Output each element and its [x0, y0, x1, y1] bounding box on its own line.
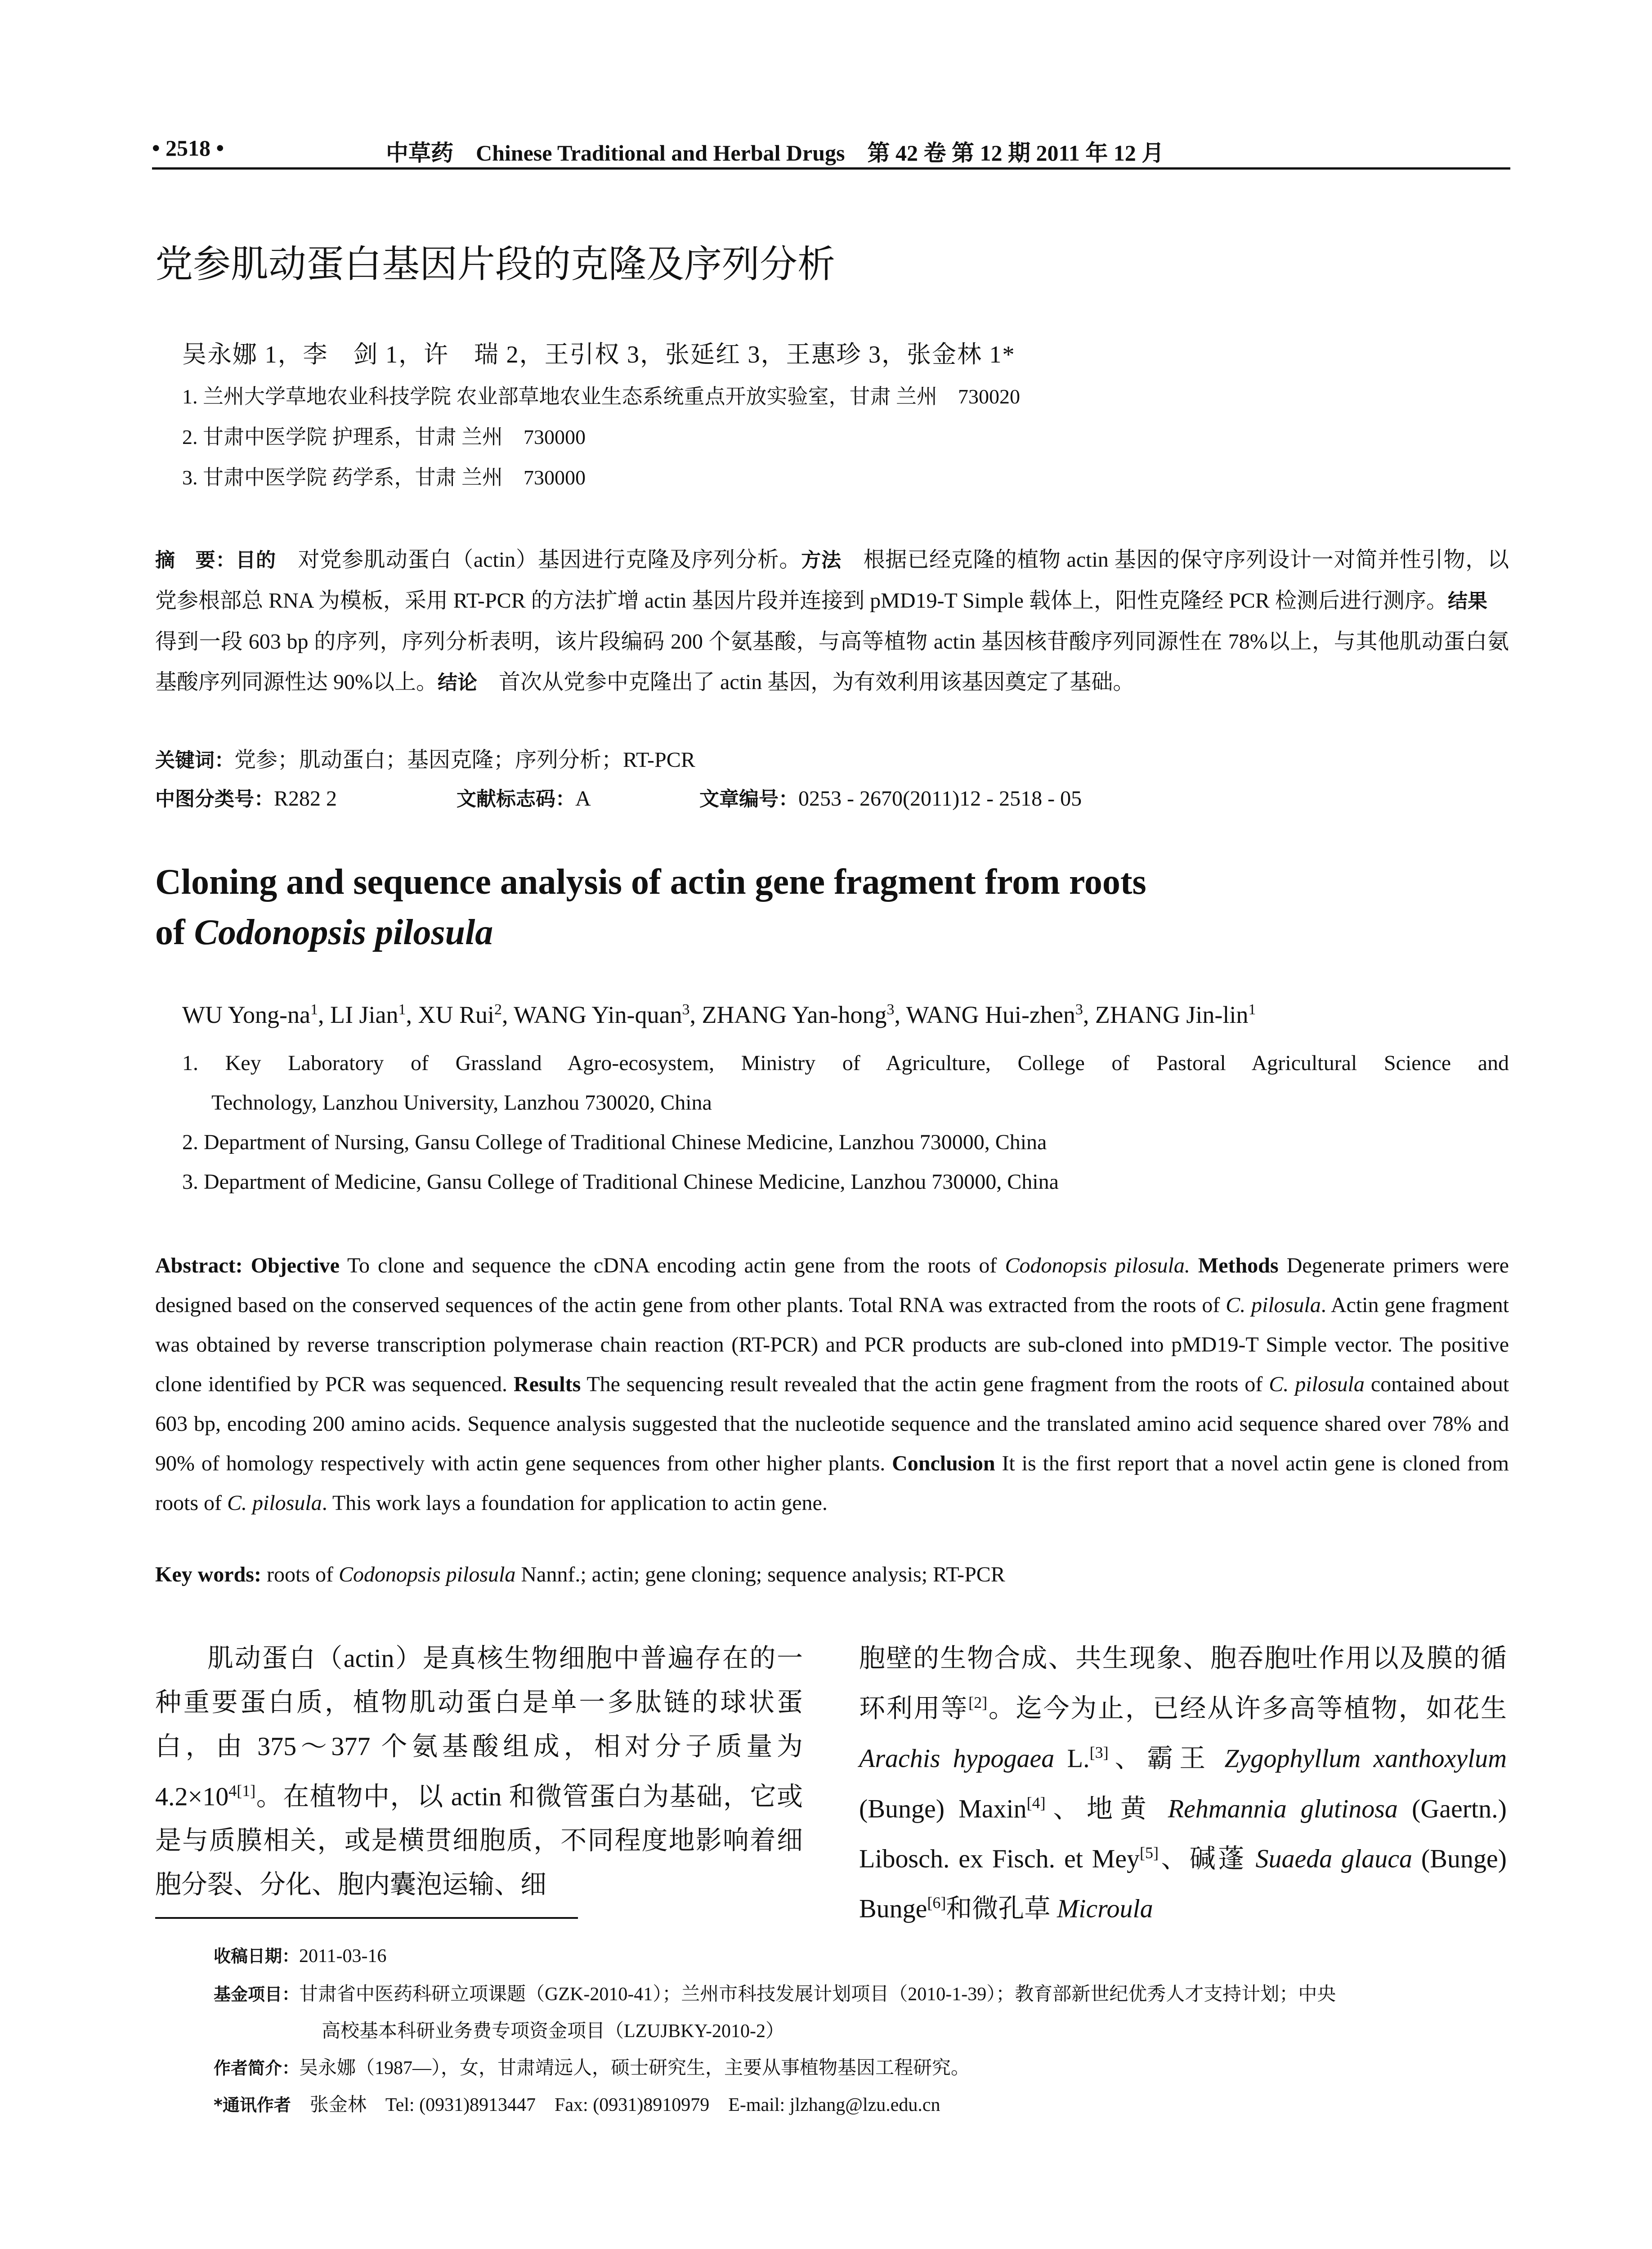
- body-text: (Bunge) Maxin: [859, 1793, 1027, 1823]
- body-text: 、霸王: [1108, 1743, 1225, 1773]
- author-name: , ZHANG Jin-lin: [1083, 1001, 1249, 1028]
- species-name: Suaeda glauca: [1255, 1844, 1413, 1873]
- species-name: Codonopsis pilosula.: [1005, 1254, 1190, 1277]
- keywords-label: 关键词：: [155, 749, 234, 772]
- title-prefix: of: [155, 913, 194, 952]
- english-affiliation-1b: Technology, Lanzhou University, Lanzhou 730020, China: [211, 1091, 712, 1115]
- conclusion-text: 首次从党参中克隆出了 actin 基因，为有效利用该基因奠定了基础。: [477, 670, 1135, 694]
- body-text: (Gaertn.) Libosch. ex Fisch. et Mey: [859, 1793, 1507, 1873]
- keywords-text: roots of: [261, 1563, 339, 1586]
- author-bio: 吴永娜（1987—），女，甘肃靖远人，硕士研究生，主要从事植物基因工程研究。: [299, 2058, 970, 2079]
- species-name: C. pilosula: [227, 1491, 322, 1515]
- methods-text: Degenerate primers were designed based on the conserved sequences of the actin gene from other plants. Total RNA was extracted from the roots of: [155, 1254, 1509, 1317]
- author-name: , LI Jian: [318, 1001, 398, 1028]
- corresponding-label: *通讯作者: [214, 2095, 291, 2115]
- footnote-author: [214, 2053, 970, 2080]
- corresponding-info: 张金林 Tel: (0931)8913447 Fax: (0931)8910979 E-mail: jlzhang@lzu.edu.cn: [291, 2095, 940, 2115]
- species-name: C. pilosula: [1226, 1293, 1321, 1317]
- conclusion-label: 结论: [438, 671, 477, 694]
- methods-label: Methods: [1190, 1254, 1279, 1277]
- citation: [4]: [1026, 1793, 1046, 1812]
- chinese-affiliation-3: 3. 甘肃中医学院 药学系，甘肃 兰州 730000: [182, 466, 586, 489]
- citation: [3]: [1089, 1743, 1109, 1762]
- chinese-affiliation-1: 1. 兰州大学草地农业科技学院 农业部草地农业生态系统重点开放实验室，甘肃 兰州 730020: [182, 385, 1020, 408]
- english-keywords: [155, 1562, 1005, 1587]
- author-name: , WANG Yin-quan: [501, 1001, 682, 1028]
- body-text: 胞壁的生物合成、共生现象、胞吞胞吐作用以及膜的循环利用等: [859, 1644, 1507, 1723]
- body-column-right: [859, 1636, 1507, 1931]
- english-affiliation-2: 2. Department of Nursing, Gansu College of Traditional Chinese Medicine, Lanzhou 730000, China: [182, 1130, 1047, 1154]
- body-text: L.: [1054, 1743, 1090, 1773]
- title-species: Codonopsis pilosula: [194, 913, 493, 952]
- conclusion-text: . This work lays a foundation for application to actin gene.: [322, 1491, 828, 1515]
- author-affil: 1: [310, 1001, 318, 1018]
- methods-text: . Actin gene fragment was obtained by reverse transcription polymerase chain reaction (RT-PCR) and PCR products are sub-cloned into pMD19-T Simple vector. The positive clone identified by PCR was sequenced.: [155, 1293, 1509, 1396]
- body-column-left: [155, 1636, 803, 1907]
- objective-text: 对党参肌动蛋白（actin）基因进行克隆及序列分析。: [276, 548, 801, 572]
- footnote-received: [214, 1942, 386, 1967]
- class-value: R282 2: [274, 787, 337, 811]
- english-abstract: [155, 1246, 1509, 1523]
- fund-text: 甘肃省中医药科研立项课题（GZK-2010-41）；兰州市科技发展计划项目（2010-1-39）；教育部新世纪优秀人才支持计划；中央: [299, 1984, 1336, 2005]
- footnote-fund-cont: 高校基本科研业务费专项资金项目（LZUJBKY-2010-2）: [322, 2021, 784, 2042]
- article-value: 0253 - 2670(2011)12 - 2518 - 05: [798, 787, 1082, 811]
- body-text: 和微孔草: [946, 1894, 1057, 1923]
- body-text: 。在植物中，以 actin 和微管蛋白为基础，它或是与质膜相关，或是横贯细胞质，不同程度地影响着细胞分裂、分化、胞内囊泡运输、细: [155, 1782, 803, 1900]
- keywords-label: Key words:: [155, 1563, 261, 1586]
- footnote-fund: [214, 1979, 1336, 2006]
- english-title: [155, 857, 1146, 958]
- chinese-affiliation-2: 2. 甘肃中医学院 护理系，甘肃 兰州 730000: [182, 426, 586, 448]
- english-affiliation-1a: 1. Key Laboratory of Grassland Agro-ecosystem, Ministry of Agriculture, College of Pastoral Agricultural Science and: [182, 1051, 1509, 1075]
- footnote-rule: [155, 1917, 578, 1919]
- results-text: The sequencing result revealed that the actin gene fragment from the roots of: [581, 1372, 1269, 1396]
- author-affil: 3: [682, 1001, 690, 1018]
- species-name: Zygophyllum xanthoxylum: [1224, 1743, 1507, 1773]
- chinese-authors: 吴永娜 1，李 剑 1，许 瑞 2，王引权 3，张延红 3，王惠珍 3，张金林 1*: [182, 341, 1016, 368]
- results-label: 结果: [1447, 590, 1487, 613]
- fund-label: 基金项目：: [214, 1985, 300, 2004]
- author-name: WU Yong-na: [182, 1001, 311, 1028]
- english-title-line1: Cloning and sequence analysis of actin gene fragment from roots: [155, 862, 1146, 902]
- chinese-abstract: [155, 540, 1509, 703]
- author-affil: 1: [1248, 1001, 1256, 1018]
- article-number: [699, 783, 1082, 811]
- species-name: Arachis hypogaea: [859, 1743, 1055, 1773]
- abstract-label: 摘 要：: [155, 549, 236, 572]
- author-affil: 1: [398, 1001, 406, 1018]
- author-affil: 3: [886, 1001, 895, 1018]
- article-label: 文章编号：: [699, 788, 798, 811]
- received-label: 收稿日期：: [214, 1946, 300, 1966]
- english-authors: [182, 1001, 1256, 1029]
- body-text: 、地黄: [1045, 1793, 1168, 1823]
- body-text: 肌动蛋白（actin）是真核生物细胞中普遍存在的一种重要蛋白质，植物肌动蛋白是单一多肽链的球状蛋白，由 375～377 个氨基酸组成，相对分子质量为 4.2×10: [155, 1644, 803, 1811]
- species-name: Rehmannia glutinosa: [1168, 1793, 1398, 1823]
- citation: 4[1]: [228, 1782, 256, 1800]
- abstract-objective-label: Abstract: Objective: [155, 1254, 340, 1277]
- author-affil: 2: [494, 1001, 502, 1018]
- species-name: Codonopsis pilosula: [338, 1563, 516, 1586]
- results-text: 得到一段 603 bp 的序列，序列分析表明，该片段编码 200 个氨基酸，与高等植物 actin 基因核苷酸序列同源性在 78%以上，与其他肌动蛋白氨基酸序列同源性达 90%以上。: [155, 589, 1509, 694]
- body-text: (Bunge) Bunge: [859, 1844, 1507, 1923]
- footnote-correspondence: [214, 2090, 940, 2117]
- english-affiliation-3: 3. Department of Medicine, Gansu College of Traditional Chinese Medicine, Lanzhou 730000, China: [182, 1170, 1059, 1194]
- author-name: , WANG Hui-zhen: [894, 1001, 1075, 1028]
- conclusion-label: Conclusion: [885, 1452, 995, 1475]
- species-name: C. pilosula: [1269, 1372, 1365, 1396]
- species-name: Microula: [1057, 1894, 1153, 1923]
- keywords-text: 党参；肌动蛋白；基因克隆；序列分析；RT-PCR: [234, 748, 695, 772]
- author-affil: 3: [1075, 1001, 1083, 1018]
- results-label: Results: [507, 1372, 581, 1396]
- running-header: [152, 135, 1510, 166]
- doc-value: A: [575, 787, 591, 811]
- english-title-line2: [155, 907, 1146, 958]
- citation: [5]: [1140, 1843, 1159, 1862]
- methods-label: 方法: [801, 549, 842, 572]
- received-date: 2011-03-16: [299, 1946, 387, 1967]
- body-text: 、碱蓬: [1159, 1844, 1256, 1873]
- keywords-text: Nannf.; actin; gene cloning; sequence analysis; RT-PCR: [515, 1563, 1005, 1586]
- document-code: [457, 783, 591, 811]
- author-bio-label: 作者简介：: [214, 2058, 300, 2078]
- citation: [6]: [927, 1894, 946, 1912]
- page-number: • 2518 •: [152, 135, 224, 161]
- chinese-keywords: [155, 742, 695, 773]
- objective-label: 目的: [236, 549, 276, 572]
- class-label: 中图分类号：: [155, 788, 274, 811]
- author-name: , XU Rui: [406, 1001, 494, 1028]
- body-text: 。迄今为止，已经从许多高等植物，如花生: [987, 1693, 1507, 1723]
- conclusion-text: It is the first report that a novel actin gene is cloned from roots of: [155, 1452, 1509, 1515]
- journal-line: 中草药 Chinese Traditional and Herbal Drugs 第 42 卷 第 12 期 2011 年 12 月: [386, 140, 1164, 166]
- author-name: , ZHANG Yan-hong: [689, 1001, 887, 1028]
- citation: [2]: [968, 1693, 988, 1711]
- methods-text: 根据已经克隆的植物 actin 基因的保守序列设计一对简并性引物，以党参根部总 RNA 为模板，采用 RT-PCR 的方法扩增 actin 基因片段并连接到 pMD19-T Simple 载体上，阳性克隆经 PCR 检测后进行测序。: [155, 548, 1509, 613]
- chinese-title: 党参肌动蛋白基因片段的克隆及序列分析: [155, 242, 836, 286]
- header-rule: [152, 167, 1510, 170]
- doc-label: 文献标志码：: [457, 788, 575, 811]
- class-number: [155, 783, 337, 811]
- results-text: contained about 603 bp, encoding 200 amino acids. Sequence analysis suggested that the nucleotide sequence and the translated amino acid sequence shared over 78% and 90% of homology respectively with actin gene sequences from other higher plants.: [155, 1372, 1509, 1475]
- objective-text: To clone and sequence the cDNA encoding actin gene from the roots of: [339, 1254, 1005, 1277]
